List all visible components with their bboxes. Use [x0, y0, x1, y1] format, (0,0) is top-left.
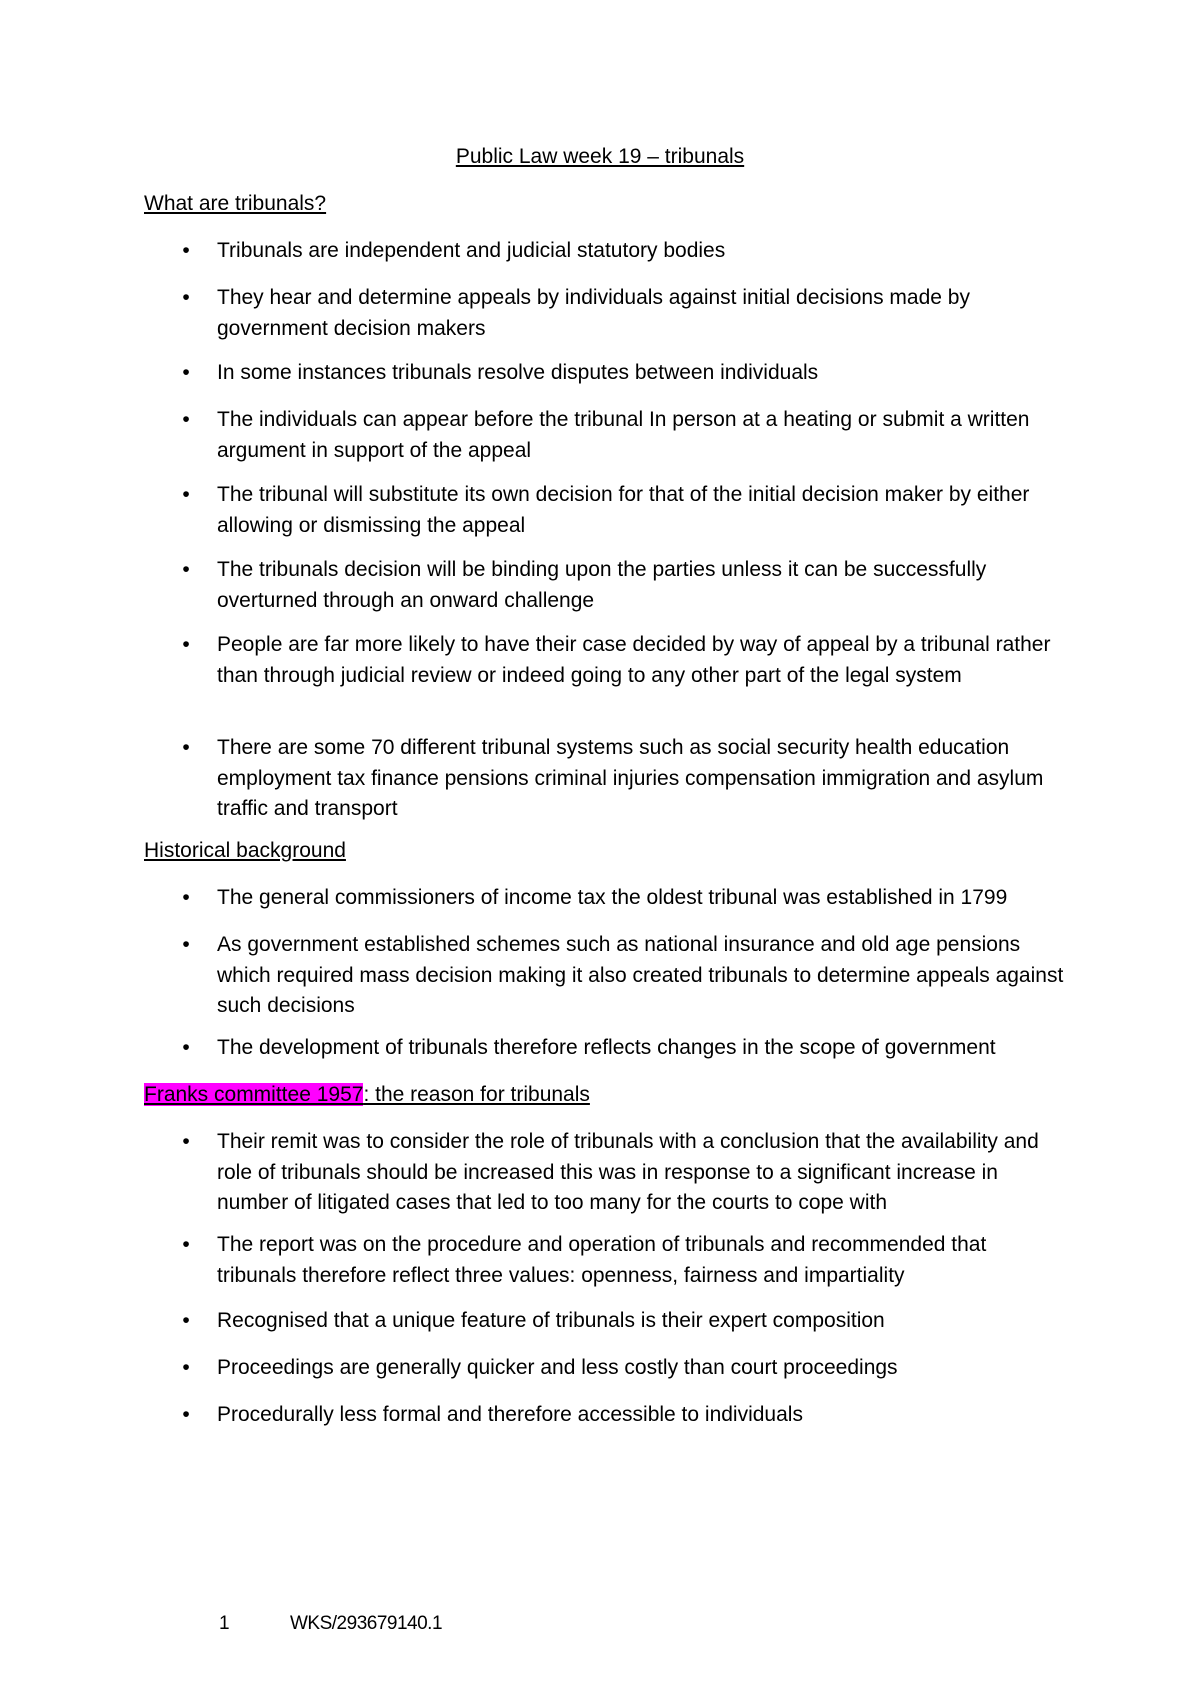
list-item-text: The tribunals decision will be binding upon the parties unless it can be successfully overturned through an onward challenge: [217, 558, 987, 612]
list-item: [144, 358, 1064, 389]
list-item: [144, 283, 1064, 344]
list-item: [144, 1230, 1064, 1291]
list-item: [144, 630, 1064, 691]
bullet-icon: •: [182, 286, 190, 309]
list-item: [144, 1033, 1064, 1064]
list-item-text: The report was on the procedure and operation of tribunals and recommended that tribunals therefore reflect three values: openness, fairness and impartiality: [217, 1233, 987, 1287]
list-item-text: Tribunals are independent and judicial statutory bodies: [217, 239, 726, 262]
document-title: Public Law week 19 – tribunals: [455, 145, 745, 168]
list-item-text: Proceedings are generally quicker and less costly than court proceedings: [217, 1356, 898, 1379]
list-item: [144, 733, 1064, 825]
list-item-text: Their remit was to consider the role of tribunals with a conclusion that the availability and role of tribunals should be increased this was in response to a significant increase in number of litigated cases that led to too many for the courts to cope with: [217, 1130, 1039, 1214]
document-reference: WKS/293679140.1: [290, 1613, 443, 1634]
list-item-text: People are far more likely to have their case decided by way of appeal by a tribunal rather than through judicial review or indeed going to any other part of the legal system: [217, 633, 1051, 687]
list-item-text: The tribunal will substitute its own decision for that of the initial decision maker by either allowing or dismissing the appeal: [217, 483, 1030, 537]
bullet-icon: •: [182, 886, 190, 909]
section-heading-franks-committee: [144, 1080, 590, 1110]
list-item: [144, 555, 1064, 616]
bullet-icon: •: [182, 633, 190, 656]
list-item-text: There are some 70 different tribunal systems such as social security health education employment tax finance pensions criminal injuries compensation immigration and asylum traffic and transport: [217, 736, 1044, 820]
bullet-icon: •: [182, 1309, 190, 1332]
list-item: [144, 930, 1064, 1022]
list-item-text: As government established schemes such as national insurance and old age pensions which required mass decision making it also created tribunals to determine appeals against such decisions: [217, 933, 1064, 1017]
section-heading-what-are-tribunals: What are tribunals?: [144, 192, 327, 215]
bullet-icon: •: [182, 1233, 190, 1256]
list-item-text: In some instances tribunals resolve disputes between individuals: [217, 361, 819, 384]
bullet-icon: •: [182, 558, 190, 581]
list-item-text: The individuals can appear before the tribunal In person at a heating or submit a written argument in support of the appeal: [217, 408, 1030, 462]
list-item-text: The development of tribunals therefore reflects changes in the scope of government: [217, 1036, 996, 1059]
list-item: [144, 405, 1064, 466]
list-item: [144, 480, 1064, 541]
bullet-icon: •: [182, 361, 190, 384]
bullet-icon: •: [182, 1036, 190, 1059]
page-number: 1: [219, 1613, 230, 1634]
list-item-text: Procedurally less formal and therefore accessible to individuals: [217, 1403, 803, 1426]
bullet-icon: •: [182, 1403, 190, 1426]
highlighted-heading-text: Franks committee 1957: [144, 1083, 364, 1106]
list-item: [144, 883, 1064, 914]
bullet-icon: •: [182, 933, 190, 956]
list-item: [144, 1127, 1064, 1219]
list-item-text: They hear and determine appeals by individuals against initial decisions made by government decision makers: [217, 286, 970, 340]
list-item-text: The general commissioners of income tax the oldest tribunal was established in 1799: [217, 886, 1008, 909]
heading-rest-text: : the reason for tribunals: [363, 1083, 590, 1106]
bullet-icon: •: [182, 483, 190, 506]
list-item: [144, 1400, 1064, 1431]
bullet-icon: •: [182, 1130, 190, 1153]
bullet-icon: •: [182, 736, 190, 759]
section-heading-historical-background: Historical background: [144, 839, 346, 862]
list-item: [144, 1306, 1064, 1337]
bullet-icon: •: [182, 408, 190, 431]
list-item: [144, 1353, 1064, 1384]
list-item: [144, 236, 1064, 267]
bullet-icon: •: [182, 239, 190, 262]
bullet-icon: •: [182, 1356, 190, 1379]
list-item-text: Recognised that a unique feature of tribunals is their expert composition: [217, 1309, 885, 1332]
